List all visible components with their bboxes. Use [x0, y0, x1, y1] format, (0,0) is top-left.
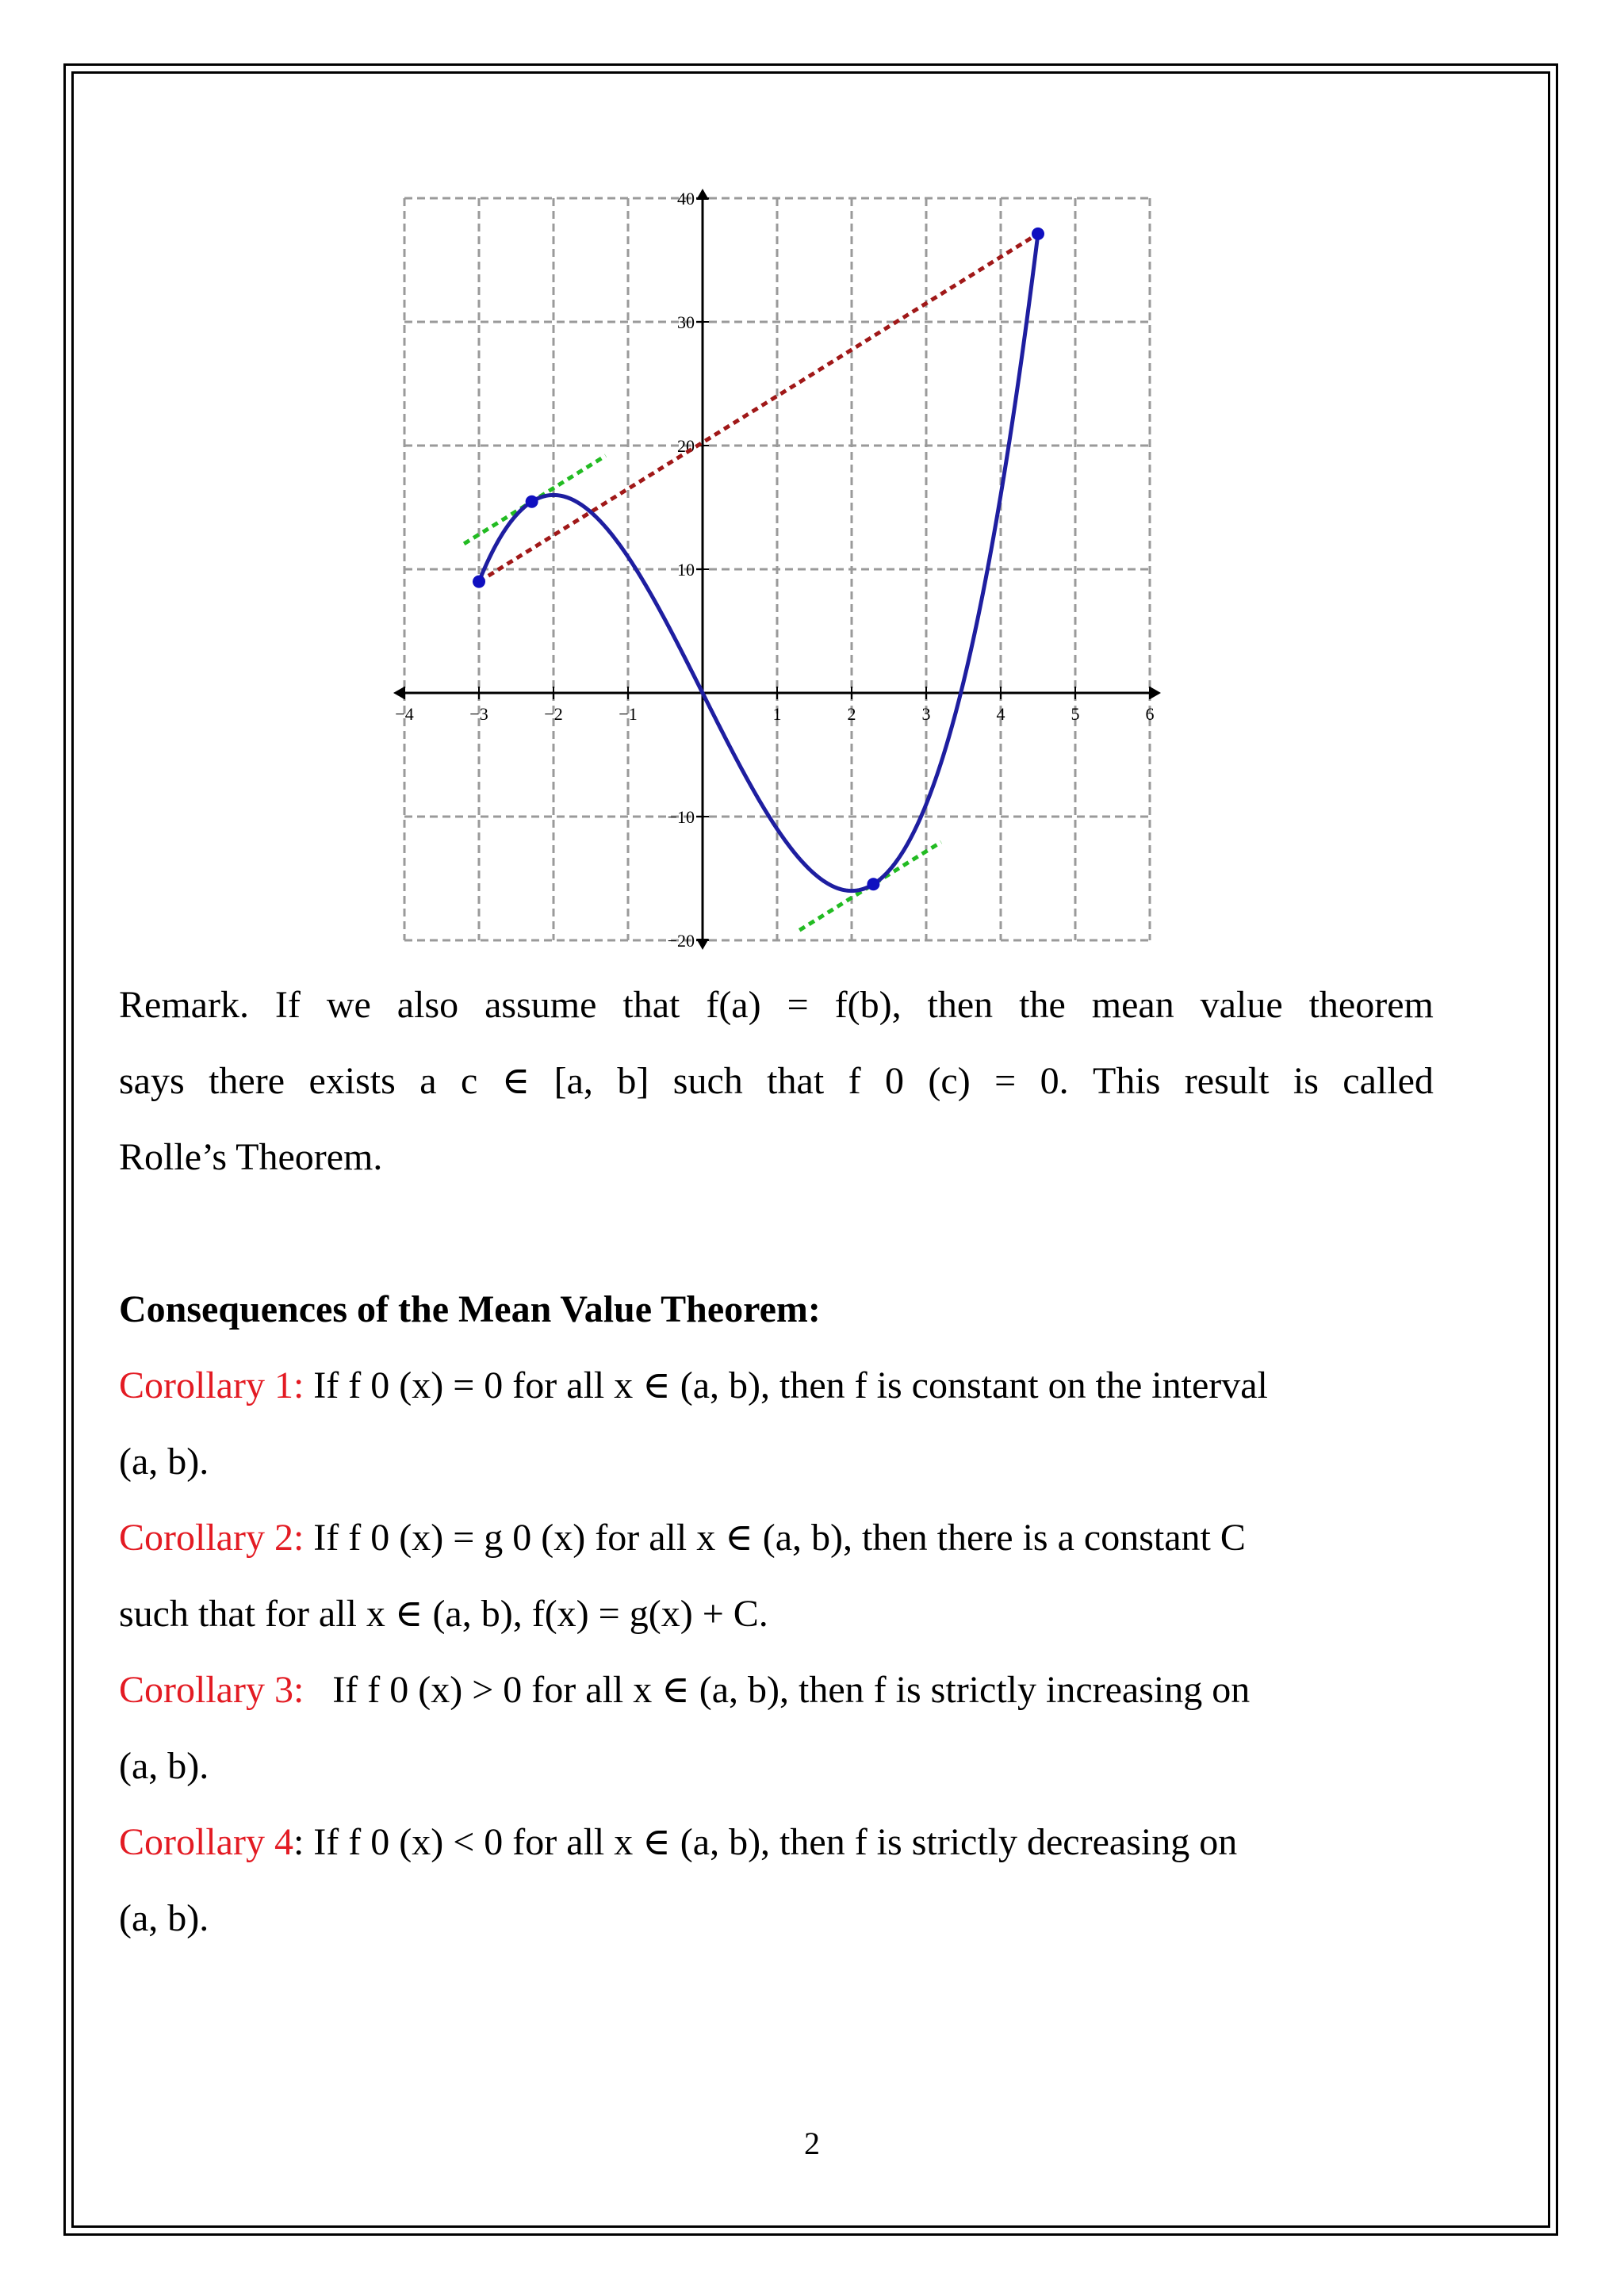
remark-line-1-word: If	[274, 984, 301, 1026]
remark-line-2-word: called	[1342, 1060, 1434, 1102]
corollary-2-text: If f 0 (x) = g 0 (x) for all x ∈ (a, b), then there is a constant C	[313, 1517, 1246, 1559]
graph-lines	[464, 228, 1044, 930]
x-tick-label: 4	[996, 704, 1005, 724]
x-tick-label: 3	[921, 704, 931, 724]
corollary-2-line-1	[119, 1500, 1434, 1576]
remark-line-2	[119, 1043, 1434, 1119]
secant-line	[479, 234, 1038, 582]
remark-line-2-word: exists	[308, 1060, 396, 1102]
corollary-4	[119, 1804, 1434, 1957]
x-tick-label: 2	[847, 704, 856, 724]
remark-line-2-word: b]	[617, 1060, 649, 1102]
remark-line-2-word: f	[848, 1060, 861, 1102]
remark-line-2-word: 0	[884, 1060, 904, 1102]
remark-line-2-word: (c)	[928, 1060, 971, 1102]
corollary-4-line-1	[119, 1804, 1434, 1881]
corollary-4-line-2: (a, b).	[119, 1897, 209, 1939]
remark-line-1-word: we	[326, 984, 371, 1026]
x-tick-label: 1	[772, 704, 782, 724]
x-tick-label: −4	[395, 704, 414, 724]
consequences-section	[119, 1272, 1434, 1957]
corollary-3-label: Corollary 3:	[119, 1669, 304, 1711]
remark-line-1-word: f(b),	[834, 984, 902, 1026]
y-tick-label: −10	[667, 807, 695, 827]
x-tick-label: −3	[469, 704, 488, 724]
corollary-2	[119, 1500, 1434, 1652]
remark-line-2-word: c	[460, 1060, 478, 1102]
remark-line-2-word: says	[119, 1060, 185, 1102]
remark-line-1-word: Remark.	[119, 984, 249, 1026]
remark-line-2-word: that	[767, 1060, 825, 1102]
endpoint-a-marker	[473, 576, 485, 588]
remark-line-2-word: such	[672, 1060, 743, 1102]
x-tick-label: 6	[1145, 704, 1155, 724]
tangent-point-right-marker	[867, 878, 879, 890]
x-tick-label: 5	[1071, 704, 1080, 724]
corollary-3	[119, 1652, 1434, 1804]
remark-line-2-word: 0.	[1040, 1060, 1069, 1102]
x-tick-label: −1	[619, 704, 638, 724]
remark-line-2-word: [a,	[553, 1060, 593, 1102]
remark-line-2-word: result	[1184, 1060, 1270, 1102]
remark-line-1-word: theorem	[1308, 984, 1434, 1026]
remark-line-2-word: ∈	[501, 1060, 530, 1102]
remark-line-1-word: mean	[1091, 984, 1174, 1026]
remark-line-2-word: is	[1293, 1060, 1319, 1102]
corollary-4-text: : If f 0 (x) < 0 for all x ∈ (a, b), then f is strictly decreasing on	[293, 1821, 1238, 1863]
page-number: 2	[804, 2126, 820, 2161]
x-axis-arrow-right	[1150, 687, 1161, 699]
corollary-1-label: Corollary 1:	[119, 1364, 304, 1406]
corollary-4-label: Corollary 4	[119, 1821, 293, 1863]
remark-line-1	[119, 967, 1434, 1043]
remark-line-1-word: =	[787, 984, 809, 1026]
remark-line-1-word: f(a)	[706, 984, 761, 1026]
remark-line-2-word: a	[419, 1060, 437, 1102]
y-tick-label: −20	[667, 931, 695, 951]
corollary-3-text: If f 0 (x) > 0 for all x ∈ (a, b), then f is strictly increasing on	[332, 1669, 1251, 1711]
corollary-1	[119, 1348, 1434, 1500]
corollary-3-line-1	[119, 1652, 1434, 1728]
corollary-3-line-2: (a, b).	[119, 1745, 209, 1787]
remark-line-3: Rolle’s Theorem.	[119, 1136, 383, 1178]
corollary-1-text: If f 0 (x) = 0 for all x ∈ (a, b), then f is constant on the interval	[313, 1364, 1268, 1406]
remark-line-1-word: that	[622, 984, 680, 1026]
remark-line-1-word: the	[1019, 984, 1066, 1026]
corollary-2-line-2: such that for all x ∈ (a, b), f(x) = g(x) + C.	[119, 1593, 768, 1635]
remark-line-1-word: also	[396, 984, 459, 1026]
remark-line-1-word: assume	[485, 984, 597, 1026]
corollary-1-line-1	[119, 1348, 1434, 1424]
function-curve	[479, 234, 1038, 891]
endpoint-b-marker	[1032, 228, 1044, 240]
y-tick-label: 30	[677, 312, 695, 332]
remark-line-2-word: This	[1093, 1060, 1161, 1102]
y-tick-label: 40	[677, 189, 695, 209]
corollary-2-label: Corollary 2:	[119, 1517, 304, 1559]
x-tick-label: −2	[544, 704, 563, 724]
tangent-point-left-marker	[526, 496, 538, 508]
remark-line-2-word: there	[209, 1060, 285, 1102]
consequences-heading: Consequences of the Mean Value Theorem:	[119, 1288, 821, 1330]
x-axis-arrow-left	[393, 687, 404, 699]
function-graph	[373, 182, 1174, 959]
remark-line-1-word: then	[927, 984, 994, 1026]
y-tick-label: 20	[677, 436, 695, 456]
remark-line-1-word: value	[1200, 984, 1283, 1026]
y-tick-label: 10	[677, 560, 695, 580]
corollary-1-line-2: (a, b).	[119, 1441, 209, 1483]
remark-paragraph	[119, 967, 1434, 1196]
remark-line-2-word: =	[994, 1060, 1017, 1102]
